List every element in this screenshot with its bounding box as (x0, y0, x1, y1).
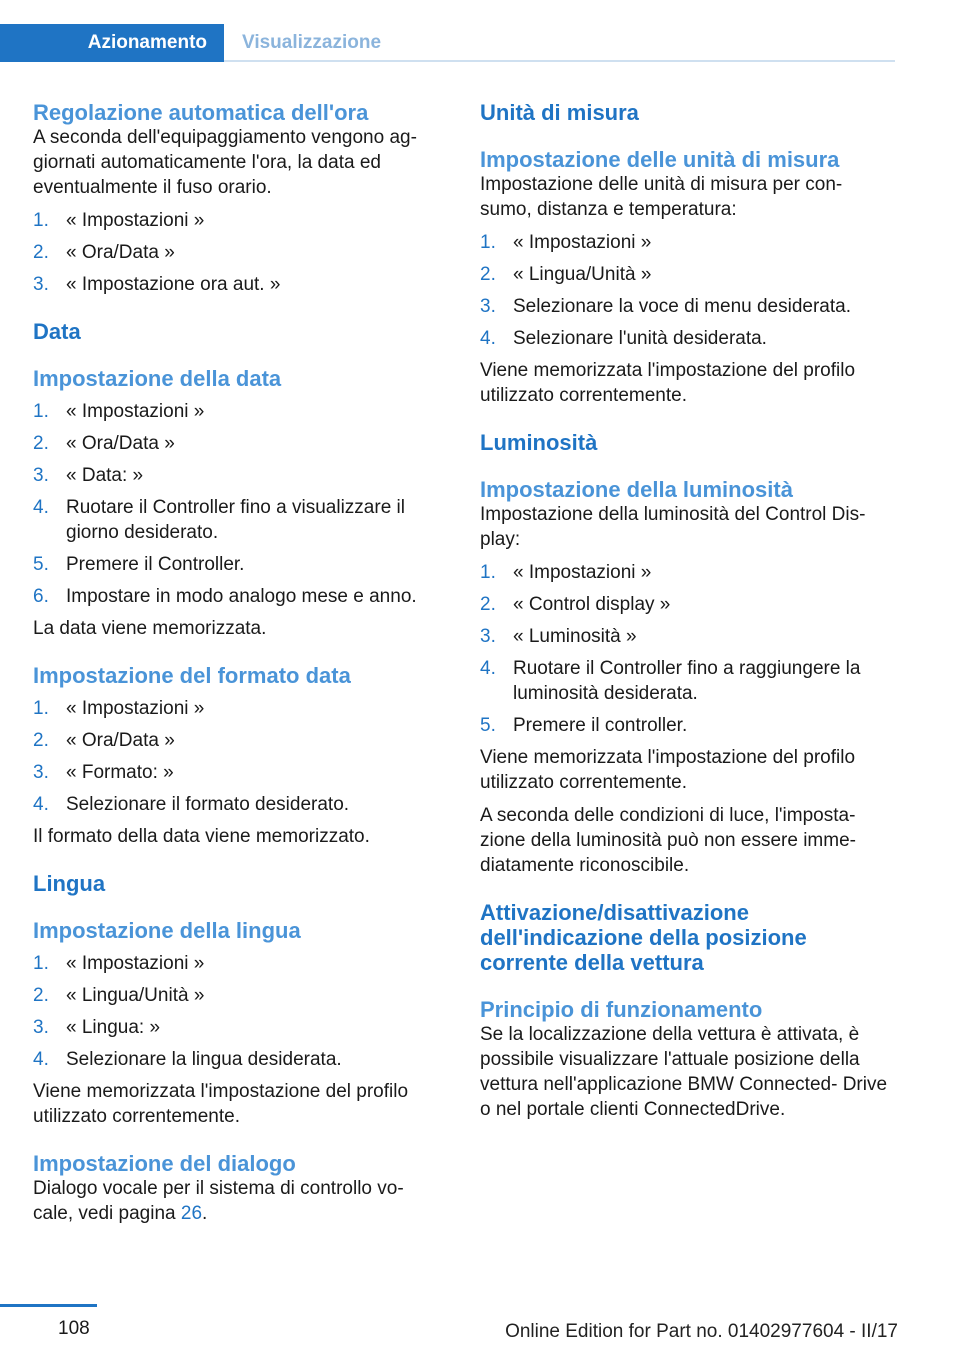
language-note: Viene memorizzata l'impostazione del profilo utilizzato correntemente. (33, 1081, 409, 1127)
list-item: 2. « Ora/Data » (33, 242, 175, 263)
list-item: 3. « Luminosità » (480, 626, 637, 647)
language-steps (33, 951, 441, 1072)
heading-auto-time: Regolazione automatica dell'ora (33, 100, 369, 125)
list-item: 5. Premere il Controller. (33, 554, 245, 575)
brightness-note-1: Viene memorizzata l'impostazione del profilo utilizzato correntemente. (480, 747, 856, 793)
auto-time-steps (33, 208, 441, 297)
list-item: 3. « Impostazione ora aut. » (33, 274, 281, 295)
list-item: 1. « Impostazioni » (33, 698, 205, 719)
subheading-brightness: Impostazione della luminosità (480, 477, 793, 502)
brightness-text: Impostazione della luminosità del Control Dis‐ play: (480, 504, 866, 550)
page-link[interactable]: 26 (180, 1203, 203, 1224)
date-note: La data viene memorizzata. (33, 618, 267, 639)
list-item: 4. Ruotare il Controller fino a raggiungere la luminosità desiderata. (480, 658, 861, 704)
list-item: 4. Selezionare l'unità desiderata. (480, 328, 767, 349)
units-steps (480, 230, 888, 351)
edition-note: Online Edition for Part no. 01402977604 - II/17 (505, 1321, 898, 1342)
list-item: 2. « Lingua/Unità » (33, 985, 205, 1006)
list-item: 2. « Lingua/Unità » (480, 264, 652, 285)
subheading-date: Impostazione della data (33, 366, 282, 391)
brightness-note-2: A seconda delle condizioni di luce, l'imposta‐ zione della luminosità può non essere imme‐ diatamente riconoscibile. (480, 805, 856, 876)
chapter-tabs (0, 24, 895, 62)
list-item: 3. « Formato: » (33, 762, 174, 783)
list-item: 4. Selezionare il formato desiderato. (33, 794, 350, 815)
heading-position: Attivazione/disattivazione dell'indicazione della posizione corrente della vettura (480, 900, 807, 975)
brightness-steps (480, 560, 888, 738)
heading-units: Unità di misura (480, 100, 639, 125)
left-column (33, 100, 441, 1226)
subheading-dialog: Impostazione del dialogo (33, 1151, 296, 1176)
list-item: 1. « Impostazioni » (33, 401, 205, 422)
list-item: 1. « Impostazioni » (480, 232, 652, 253)
heading-date: Data (33, 319, 81, 344)
list-item: 6. Impostare in modo analogo mese e anno. (33, 586, 417, 607)
page-number: 108 (58, 1318, 90, 1339)
units-text: Impostazione delle unità di misura per con‐ sumo, distanza e temperatura: (480, 174, 843, 220)
subheading-date-format: Impostazione del formato data (33, 663, 351, 688)
header-rule (224, 60, 895, 62)
tab-azionamento[interactable]: Azionamento (0, 24, 224, 62)
subheading-language: Impostazione della lingua (33, 918, 301, 943)
list-item: 1. « Impostazioni » (33, 210, 205, 231)
date-format-steps (33, 696, 441, 817)
list-item: 3. « Data: » (33, 465, 144, 486)
subheading-position: Principio di funzionamento (480, 997, 763, 1022)
list-item: 3. « Lingua: » (33, 1017, 161, 1038)
subheading-units: Impostazione delle unità di misura (480, 147, 840, 172)
date-steps (33, 399, 441, 609)
dialog-text: Dialogo vocale per il sistema di controllo vo‐ cale, vedi pagina 26. (33, 1178, 404, 1224)
date-format-note: Il formato della data viene memorizzato. (33, 826, 370, 847)
position-text: Se la localizzazione della vettura è attivata, è possibile visualizzare l'attuale posizione della vettura nell'applicazione BMW Connected‐ Drive o nel portale clienti ConnectedDrive. (480, 1024, 888, 1120)
tab-visualizzazione[interactable]: Visualizzazione (242, 32, 382, 53)
list-item: 1. « Impostazioni » (480, 562, 652, 583)
list-item: 2. « Ora/Data » (33, 730, 175, 751)
list-item: 5. Premere il controller. (480, 715, 688, 736)
list-item: 2. « Ora/Data » (33, 433, 175, 454)
footer-rule (0, 1304, 97, 1307)
list-item: 4. Ruotare il Controller fino a visualizzare il giorno desiderato. (33, 497, 405, 543)
heading-brightness: Luminosità (480, 430, 598, 455)
list-item: 1. « Impostazioni » (33, 953, 205, 974)
right-column (480, 100, 888, 1122)
list-item: 2. « Control display » (480, 594, 671, 615)
heading-language: Lingua (33, 871, 106, 896)
auto-time-text: A seconda dell'equipaggiamento vengono ag‐ giornati automaticamente l'ora, la data ed eventualmente il fuso orario. (33, 127, 417, 198)
list-item: 4. Selezionare la lingua desiderata. (33, 1049, 342, 1070)
units-note: Viene memorizzata l'impostazione del profilo utilizzato correntemente. (480, 360, 856, 406)
list-item: 3. Selezionare la voce di menu desiderata. (480, 296, 851, 317)
